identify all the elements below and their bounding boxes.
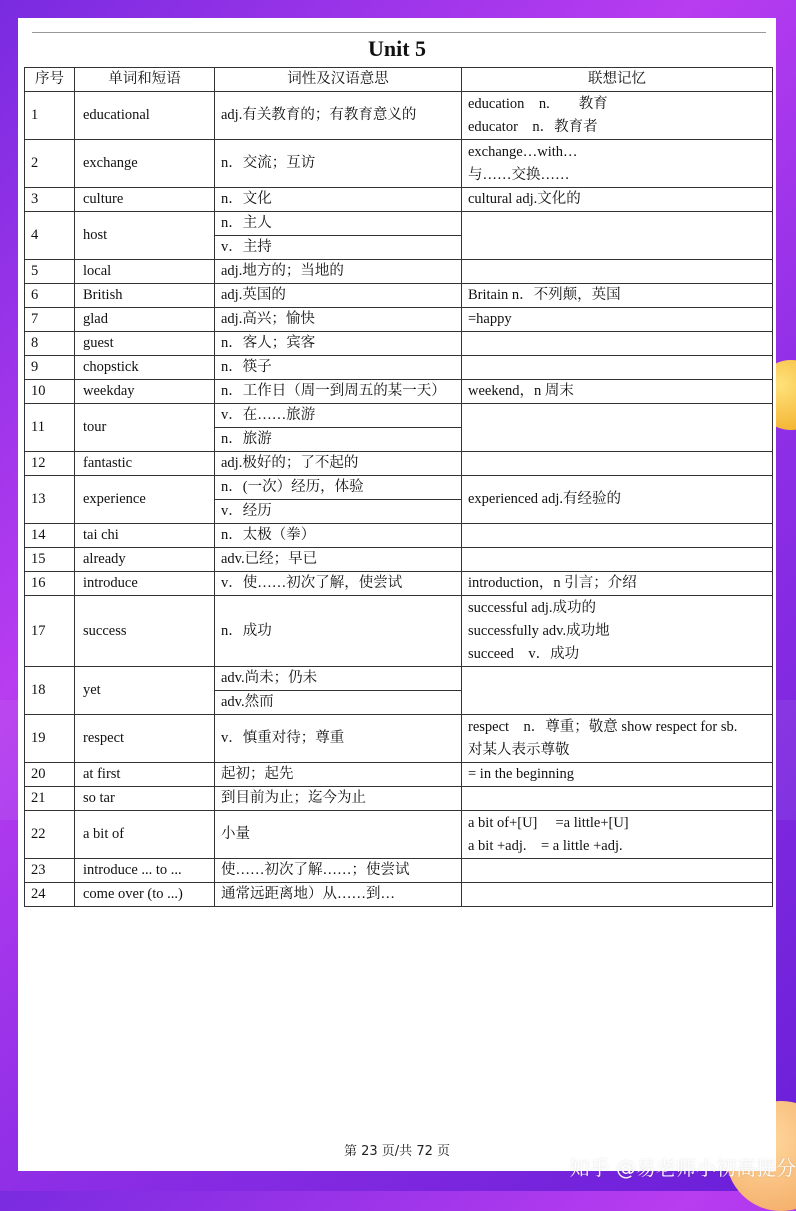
row-word: guest (75, 332, 215, 356)
table-row (25, 667, 773, 691)
header-word: 单词和短语 (75, 68, 215, 92)
row-number: 5 (25, 260, 75, 284)
row-word: introduce ... to ... (75, 859, 215, 883)
table-row (25, 308, 773, 332)
row-memory (462, 404, 773, 452)
row-word: exchange (75, 140, 215, 188)
row-meaning: adj.有关教育的；有教育意义的 (215, 92, 462, 140)
table-row (25, 212, 773, 236)
row-number: 16 (25, 572, 75, 596)
row-word: local (75, 260, 215, 284)
row-word: fantastic (75, 452, 215, 476)
memory-line: a bit +adj. = a little +adj. (468, 837, 623, 854)
memory-line: cultural adj.文化的 (468, 191, 581, 207)
row-number: 6 (25, 284, 75, 308)
table-row (25, 548, 773, 572)
table-row (25, 476, 773, 500)
table-row (25, 811, 773, 859)
memory-line: = in the beginning (468, 766, 575, 782)
row-meaning: 通常远距离地）从……到… (215, 883, 462, 907)
table-row (25, 524, 773, 548)
row-word: chopstick (75, 356, 215, 380)
row-word: so tar (75, 787, 215, 811)
row-memory (462, 284, 773, 308)
table-row (25, 380, 773, 404)
memory-line: exchange…with… (468, 143, 578, 160)
memory-line: 与……交换…… (468, 166, 570, 183)
row-memory (462, 188, 773, 212)
memory-line: succeed v．成功 (468, 645, 580, 662)
row-meaning: n．交流；互访 (215, 140, 462, 188)
row-word: a bit of (75, 811, 215, 859)
row-number: 12 (25, 452, 75, 476)
row-memory (462, 548, 773, 572)
row-number: 9 (25, 356, 75, 380)
row-memory (462, 332, 773, 356)
row-word: tai chi (75, 524, 215, 548)
row-word: come over (to ...) (75, 883, 215, 907)
row-number: 4 (25, 212, 75, 260)
row-memory (462, 92, 773, 140)
table-row (25, 332, 773, 356)
row-number: 21 (25, 787, 75, 811)
memory-line: Britain n．不列颠，英国 (468, 287, 621, 303)
header-number: 序号 (25, 68, 75, 92)
row-meaning: n．筷子 (215, 356, 462, 380)
row-meaning: n．工作日（周一到周五的某一天） (215, 380, 462, 404)
row-meaning: 小量 (215, 811, 462, 859)
row-meaning: n．(一次）经历，体验 (215, 476, 462, 500)
row-number: 18 (25, 667, 75, 715)
table-row (25, 188, 773, 212)
row-meaning: adj.英国的 (215, 284, 462, 308)
row-word: respect (75, 715, 215, 763)
row-meaning: n．客人；宾客 (215, 332, 462, 356)
row-meaning: n．文化 (215, 188, 462, 212)
table-row (25, 284, 773, 308)
row-meaning: 起初；起先 (215, 763, 462, 787)
row-meaning: v．慎重对待；尊重 (215, 715, 462, 763)
row-word: success (75, 596, 215, 667)
row-memory (462, 212, 773, 260)
table-row (25, 140, 773, 188)
row-memory (462, 308, 773, 332)
row-memory (462, 763, 773, 787)
row-number: 7 (25, 308, 75, 332)
memory-line: successfully adv.成功地 (468, 622, 610, 639)
table-row (25, 787, 773, 811)
document-page (18, 18, 776, 1171)
row-memory (462, 572, 773, 596)
row-memory (462, 883, 773, 907)
row-meaning: n．旅游 (215, 428, 462, 452)
table-header-row (25, 68, 773, 92)
row-word: educational (75, 92, 215, 140)
memory-line: weekend，n 周末 (468, 383, 574, 399)
memory-line: a bit of+[U] =a little+[U] (468, 814, 629, 831)
memory-line: respect n．尊重；敬意 show respect for sb. (468, 718, 738, 735)
row-memory (462, 260, 773, 284)
row-meaning: n．太极（拳） (215, 524, 462, 548)
row-memory (462, 524, 773, 548)
row-memory (462, 715, 773, 763)
row-meaning: v．在……旅游 (215, 404, 462, 428)
table-body (25, 92, 773, 907)
row-word: glad (75, 308, 215, 332)
row-meaning: adv.尚未；仍未 (215, 667, 462, 691)
row-meaning: adj.极好的；了不起的 (215, 452, 462, 476)
row-memory (462, 356, 773, 380)
row-meaning: v．使……初次了解，使尝试 (215, 572, 462, 596)
row-meaning: adj.高兴；愉快 (215, 308, 462, 332)
table-row (25, 572, 773, 596)
row-number: 14 (25, 524, 75, 548)
row-number: 17 (25, 596, 75, 667)
row-memory (462, 476, 773, 524)
table-row (25, 859, 773, 883)
row-meaning: n．成功 (215, 596, 462, 667)
row-number: 2 (25, 140, 75, 188)
row-number: 13 (25, 476, 75, 524)
row-number: 3 (25, 188, 75, 212)
header-memory: 联想记忆 (462, 68, 773, 92)
table-row (25, 883, 773, 907)
table-row (25, 404, 773, 428)
row-number: 20 (25, 763, 75, 787)
row-word: culture (75, 188, 215, 212)
row-memory (462, 380, 773, 404)
memory-line: 对某人表示尊敬 (468, 741, 570, 758)
row-word: weekday (75, 380, 215, 404)
row-meaning: 使……初次了解……；使尝试 (215, 859, 462, 883)
row-number: 22 (25, 811, 75, 859)
row-memory (462, 667, 773, 715)
row-meaning: adv.已经；早已 (215, 548, 462, 572)
row-memory (462, 140, 773, 188)
watermark: 知乎 @易老师小初高提分 (569, 1156, 796, 1180)
row-word: host (75, 212, 215, 260)
table-row (25, 92, 773, 140)
row-meaning: 到目前为止；迄今为止 (215, 787, 462, 811)
memory-line: introduction，n 引言；介绍 (468, 575, 637, 591)
row-memory (462, 859, 773, 883)
row-meaning: adv.然而 (215, 691, 462, 715)
row-memory (462, 811, 773, 859)
row-meaning: adj.地方的；当地的 (215, 260, 462, 284)
memory-line: experienced adj.有经验的 (468, 491, 622, 507)
table-row (25, 356, 773, 380)
table-row (25, 715, 773, 763)
row-memory (462, 596, 773, 667)
row-word: experience (75, 476, 215, 524)
header-rule (32, 32, 766, 33)
vocabulary-table (24, 67, 773, 907)
row-word: introduce (75, 572, 215, 596)
table-row (25, 452, 773, 476)
row-meaning: v．主持 (215, 236, 462, 260)
row-number: 11 (25, 404, 75, 452)
row-word: already (75, 548, 215, 572)
row-number: 8 (25, 332, 75, 356)
memory-line: successful adj.成功的 (468, 599, 597, 616)
page-title: Unit 5 (367, 36, 427, 61)
row-number: 19 (25, 715, 75, 763)
row-word: British (75, 284, 215, 308)
row-number: 15 (25, 548, 75, 572)
row-number: 10 (25, 380, 75, 404)
row-word: tour (75, 404, 215, 452)
table-row (25, 763, 773, 787)
page-footer: 第 23 页/共 72 页 (344, 1144, 450, 1159)
row-number: 1 (25, 92, 75, 140)
row-word: at first (75, 763, 215, 787)
table-row (25, 260, 773, 284)
memory-line: educator n．教育者 (468, 118, 598, 135)
row-word: yet (75, 667, 215, 715)
row-meaning: v．经历 (215, 500, 462, 524)
memory-line: education n. 教育 (468, 95, 608, 112)
header-meaning: 词性及汉语意思 (215, 68, 462, 92)
row-memory (462, 452, 773, 476)
row-number: 24 (25, 883, 75, 907)
row-meaning: n．主人 (215, 212, 462, 236)
memory-line: =happy (468, 311, 512, 327)
table-row (25, 596, 773, 667)
row-number: 23 (25, 859, 75, 883)
row-memory (462, 787, 773, 811)
